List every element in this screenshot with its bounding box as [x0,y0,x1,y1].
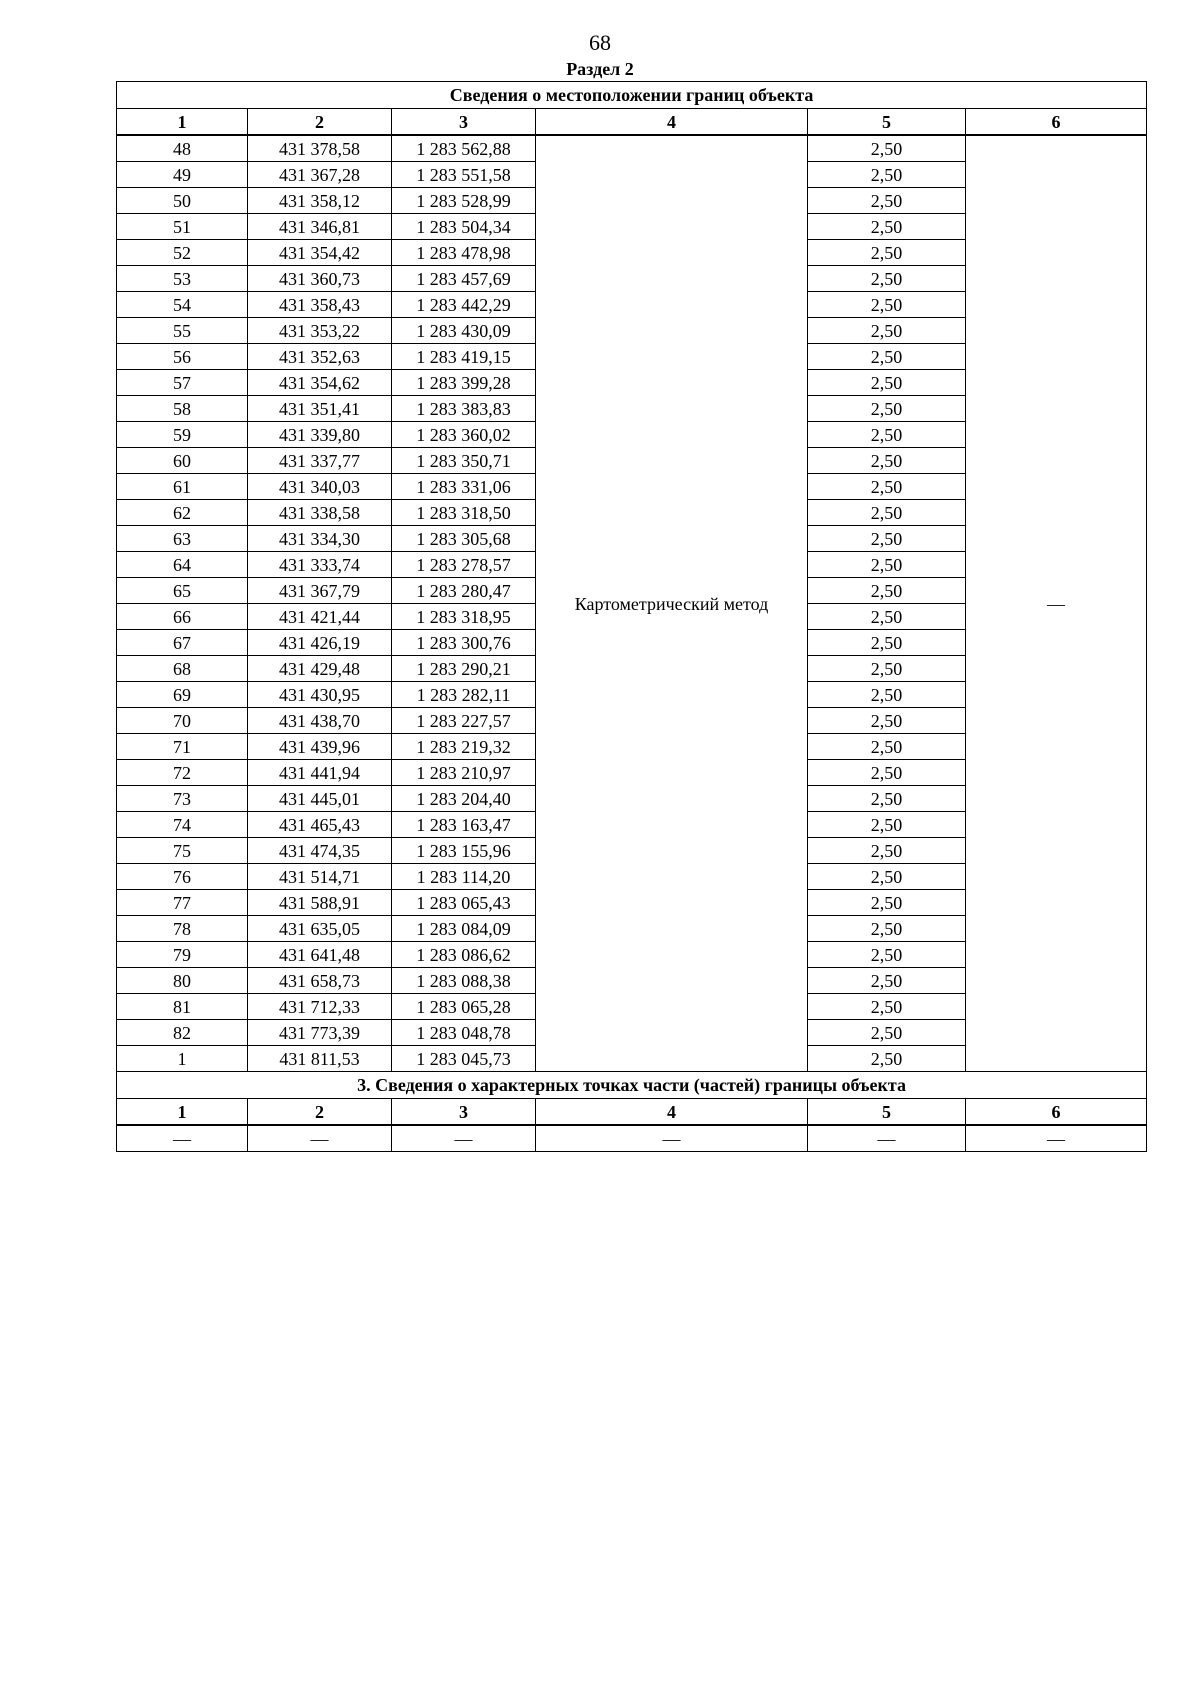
accuracy-cell: 2,50 [808,942,966,968]
accuracy-cell: 2,50 [808,630,966,656]
part-data-row [117,1125,1147,1152]
y-coordinate-cell: 1 283 478,98 [392,240,536,266]
accuracy-cell: 2,50 [808,214,966,240]
point-number-cell: 49 [117,162,248,188]
column-header: 4 [536,109,808,136]
y-coordinate-cell: 1 283 419,15 [392,344,536,370]
page-number: 68 [589,30,611,55]
x-coordinate-cell: 431 340,03 [248,474,392,500]
part-cell: — [536,1125,808,1152]
point-number-cell: 1 [117,1046,248,1072]
point-number-cell: 64 [117,552,248,578]
x-coordinate-cell: 431 367,28 [248,162,392,188]
accuracy-cell: 2,50 [808,526,966,552]
x-coordinate-cell: 431 465,43 [248,812,392,838]
accuracy-cell: 2,50 [808,864,966,890]
accuracy-cell: 2,50 [808,760,966,786]
point-number-cell: 73 [117,786,248,812]
y-coordinate-cell: 1 283 163,47 [392,812,536,838]
point-number-cell: 51 [117,214,248,240]
accuracy-cell: 2,50 [808,188,966,214]
y-coordinate-cell: 1 283 360,02 [392,422,536,448]
y-coordinate-cell: 1 283 551,58 [392,162,536,188]
y-coordinate-cell: 1 283 305,68 [392,526,536,552]
table-title-row [117,82,1147,109]
accuracy-cell: 2,50 [808,396,966,422]
column-header: 2 [248,109,392,136]
point-number-cell: 72 [117,760,248,786]
point-number-cell: 78 [117,916,248,942]
accuracy-cell: 2,50 [808,552,966,578]
accuracy-cell: 2,50 [808,578,966,604]
part-column-header: 6 [966,1099,1147,1126]
x-coordinate-cell: 431 378,58 [248,135,392,162]
method-cell: Картометрический метод [536,135,808,1072]
y-coordinate-cell: 1 283 504,34 [392,214,536,240]
accuracy-cell: 2,50 [808,604,966,630]
x-coordinate-cell: 431 641,48 [248,942,392,968]
point-number-cell: 48 [117,135,248,162]
x-coordinate-cell: 431 474,35 [248,838,392,864]
point-number-cell: 69 [117,682,248,708]
accuracy-cell: 2,50 [808,448,966,474]
table-title: Сведения о местоположении границ объекта [117,82,1147,109]
part-column-header: 2 [248,1099,392,1126]
accuracy-cell: 2,50 [808,422,966,448]
x-coordinate-cell: 431 360,73 [248,266,392,292]
x-coordinate-cell: 431 334,30 [248,526,392,552]
accuracy-cell: 2,50 [808,916,966,942]
y-coordinate-cell: 1 283 318,95 [392,604,536,630]
accuracy-cell: 2,50 [808,135,966,162]
point-number-cell: 58 [117,396,248,422]
y-coordinate-cell: 1 283 227,57 [392,708,536,734]
point-number-cell: 81 [117,994,248,1020]
point-number-cell: 71 [117,734,248,760]
x-coordinate-cell: 431 421,44 [248,604,392,630]
x-coordinate-cell: 431 339,80 [248,422,392,448]
part-cell: — [808,1125,966,1152]
x-coordinate-cell: 431 430,95 [248,682,392,708]
point-number-cell: 55 [117,318,248,344]
accuracy-cell: 2,50 [808,370,966,396]
x-coordinate-cell: 431 353,22 [248,318,392,344]
y-coordinate-cell: 1 283 562,88 [392,135,536,162]
accuracy-cell: 2,50 [808,994,966,1020]
y-coordinate-cell: 1 283 219,32 [392,734,536,760]
point-number-cell: 63 [117,526,248,552]
x-coordinate-cell: 431 358,43 [248,292,392,318]
point-number-cell: 68 [117,656,248,682]
point-number-cell: 50 [117,188,248,214]
point-number-cell: 53 [117,266,248,292]
part-cell: — [392,1125,536,1152]
part-column-header-row [117,1099,1147,1126]
y-coordinate-cell: 1 283 442,29 [392,292,536,318]
point-number-cell: 79 [117,942,248,968]
x-coordinate-cell: 431 338,58 [248,500,392,526]
x-coordinate-cell: 431 712,33 [248,994,392,1020]
column-header: 5 [808,109,966,136]
y-coordinate-cell: 1 283 399,28 [392,370,536,396]
y-coordinate-cell: 1 283 065,28 [392,994,536,1020]
accuracy-cell: 2,50 [808,656,966,682]
point-number-cell: 57 [117,370,248,396]
part-column-header: 5 [808,1099,966,1126]
point-number-cell: 80 [117,968,248,994]
x-coordinate-cell: 431 588,91 [248,890,392,916]
accuracy-cell: 2,50 [808,890,966,916]
y-coordinate-cell: 1 283 331,06 [392,474,536,500]
point-number-cell: 75 [117,838,248,864]
x-coordinate-cell: 431 811,53 [248,1046,392,1072]
point-number-cell: 60 [117,448,248,474]
x-coordinate-cell: 431 658,73 [248,968,392,994]
y-coordinate-cell: 1 283 278,57 [392,552,536,578]
y-coordinate-cell: 1 283 528,99 [392,188,536,214]
y-coordinate-cell: 1 283 114,20 [392,864,536,890]
y-coordinate-cell: 1 283 318,50 [392,500,536,526]
y-coordinate-cell: 1 283 430,09 [392,318,536,344]
y-coordinate-cell: 1 283 457,69 [392,266,536,292]
y-coordinate-cell: 1 283 280,47 [392,578,536,604]
column-header: 6 [966,109,1147,136]
accuracy-cell: 2,50 [808,474,966,500]
point-number-cell: 56 [117,344,248,370]
column-header-row [117,109,1147,136]
accuracy-cell: 2,50 [808,344,966,370]
part-column-header: 3 [392,1099,536,1126]
y-coordinate-cell: 1 283 204,40 [392,786,536,812]
x-coordinate-cell: 431 441,94 [248,760,392,786]
accuracy-cell: 2,50 [808,838,966,864]
y-coordinate-cell: 1 283 045,73 [392,1046,536,1072]
x-coordinate-cell: 431 333,74 [248,552,392,578]
x-coordinate-cell: 431 358,12 [248,188,392,214]
y-coordinate-cell: 1 283 210,97 [392,760,536,786]
y-coordinate-cell: 1 283 048,78 [392,1020,536,1046]
point-number-cell: 82 [117,1020,248,1046]
point-number-cell: 61 [117,474,248,500]
accuracy-cell: 2,50 [808,1020,966,1046]
part-cell: — [966,1125,1147,1152]
accuracy-cell: 2,50 [808,240,966,266]
boundary-table [116,81,1147,1152]
accuracy-cell: 2,50 [808,318,966,344]
part-column-header: 4 [536,1099,808,1126]
point-number-cell: 76 [117,864,248,890]
accuracy-cell: 2,50 [808,786,966,812]
accuracy-cell: 2,50 [808,812,966,838]
part-column-header: 1 [117,1099,248,1126]
accuracy-cell: 2,50 [808,292,966,318]
x-coordinate-cell: 431 773,39 [248,1020,392,1046]
y-coordinate-cell: 1 283 086,62 [392,942,536,968]
x-coordinate-cell: 431 367,79 [248,578,392,604]
x-coordinate-cell: 431 438,70 [248,708,392,734]
accuracy-cell: 2,50 [808,734,966,760]
part-cell: — [117,1125,248,1152]
part-title-row [117,1072,1147,1099]
y-coordinate-cell: 1 283 084,09 [392,916,536,942]
y-coordinate-cell: 1 283 350,71 [392,448,536,474]
y-coordinate-cell: 1 283 088,38 [392,968,536,994]
y-coordinate-cell: 1 283 155,96 [392,838,536,864]
point-number-cell: 70 [117,708,248,734]
y-coordinate-cell: 1 283 290,21 [392,656,536,682]
point-number-cell: 66 [117,604,248,630]
x-coordinate-cell: 431 426,19 [248,630,392,656]
x-coordinate-cell: 431 439,96 [248,734,392,760]
x-coordinate-cell: 431 352,63 [248,344,392,370]
accuracy-cell: 2,50 [808,968,966,994]
point-number-cell: 65 [117,578,248,604]
x-coordinate-cell: 431 346,81 [248,214,392,240]
point-number-cell: 67 [117,630,248,656]
accuracy-cell: 2,50 [808,708,966,734]
y-coordinate-cell: 1 283 065,43 [392,890,536,916]
point-number-cell: 77 [117,890,248,916]
point-number-cell: 54 [117,292,248,318]
x-coordinate-cell: 431 351,41 [248,396,392,422]
x-coordinate-cell: 431 635,05 [248,916,392,942]
accuracy-cell: 2,50 [808,162,966,188]
part-cell: — [248,1125,392,1152]
point-number-cell: 62 [117,500,248,526]
point-number-cell: 52 [117,240,248,266]
column-header: 3 [392,109,536,136]
y-coordinate-cell: 1 283 300,76 [392,630,536,656]
y-coordinate-cell: 1 283 383,83 [392,396,536,422]
section-title: Раздел 2 [566,59,634,79]
y-coordinate-cell: 1 283 282,11 [392,682,536,708]
part-section-title: 3. Сведения о характерных точках части (частей) границы объекта [117,1072,1147,1099]
column-6-cell: — [966,135,1147,1072]
table-row [117,135,1147,162]
x-coordinate-cell: 431 445,01 [248,786,392,812]
x-coordinate-cell: 431 429,48 [248,656,392,682]
column-header: 1 [117,109,248,136]
point-number-cell: 59 [117,422,248,448]
x-coordinate-cell: 431 354,62 [248,370,392,396]
x-coordinate-cell: 431 514,71 [248,864,392,890]
accuracy-cell: 2,50 [808,1046,966,1072]
x-coordinate-cell: 431 337,77 [248,448,392,474]
accuracy-cell: 2,50 [808,682,966,708]
accuracy-cell: 2,50 [808,266,966,292]
x-coordinate-cell: 431 354,42 [248,240,392,266]
point-number-cell: 74 [117,812,248,838]
accuracy-cell: 2,50 [808,500,966,526]
